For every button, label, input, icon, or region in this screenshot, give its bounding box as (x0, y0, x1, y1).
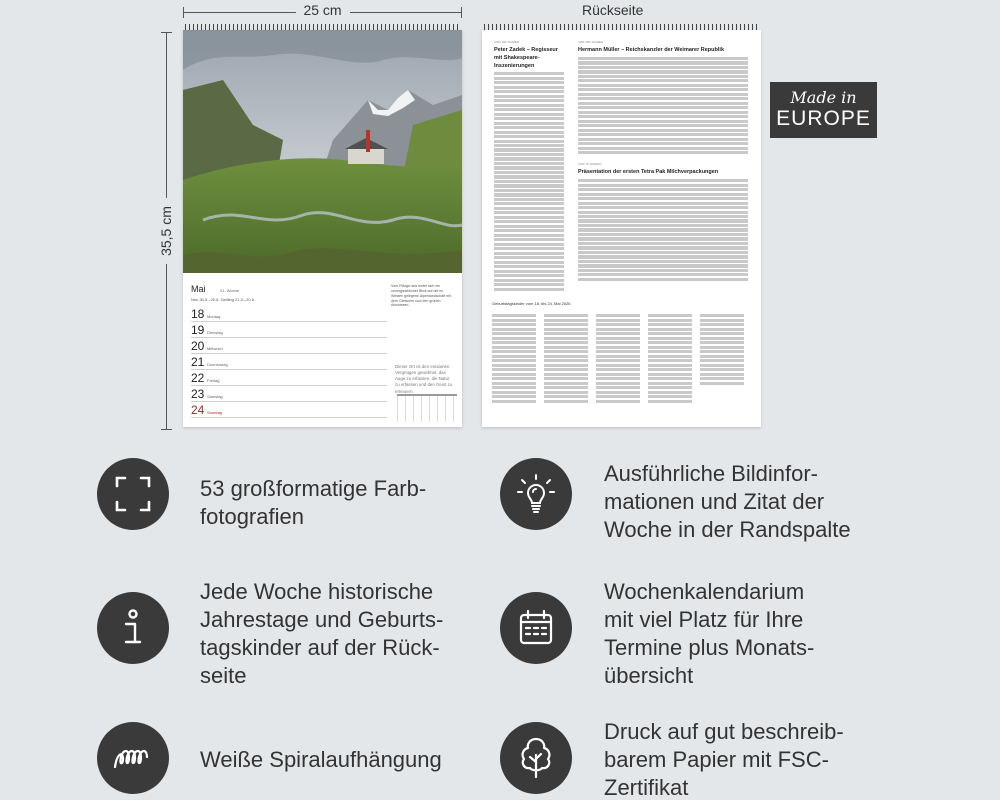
day-number: 18 (191, 307, 205, 321)
height-label: 35,5 cm (158, 198, 174, 264)
info-icon (97, 592, 169, 664)
feature-weekly-calendar-text: Wochenkalendarium mit viel Platz für Ihre Termine plus Monats- übersicht (604, 579, 815, 688)
day-name: Donnerstag (207, 362, 228, 367)
calendar-icon (500, 592, 572, 664)
day-row-thursday (191, 354, 387, 370)
made-in-europe-badge (770, 82, 877, 138)
day-number: 24 (191, 403, 205, 417)
birthday-column (700, 313, 744, 386)
feature-spiral-text: Weiße Spiralaufhängung (200, 747, 442, 772)
birthdays-title: Geburtstagskinder vom 18. bis 24. Mai 2026 (492, 301, 571, 306)
week-label: 21. Woche (220, 288, 240, 293)
width-dimension (183, 4, 462, 20)
calendar-front-page (183, 30, 462, 427)
photo-caption: Vom Rifugio aus bietet sich ein unvergleichlicher Blick auf die im Westen gelegene Alpenlandschaft mit dem Gletscher und den grünen Almwiesen. (391, 284, 452, 308)
birthday-column (492, 313, 536, 404)
day-name: Samstag (207, 394, 223, 399)
feature-image-info-text: Ausführliche Bildinfor- mationen und Zitat der Woche in der Randspalte (604, 461, 851, 542)
birthday-column (596, 313, 640, 404)
month-label: Mai (191, 284, 206, 294)
mountain-landscape-photo (183, 30, 462, 273)
day-name: Freitag (207, 378, 220, 383)
birthday-column (544, 313, 588, 404)
day-row-sunday (191, 402, 387, 418)
back-column-left (494, 40, 564, 300)
anniversary-heading: Präsentation der ersten Tetra Pak Milchverpackungen (578, 169, 719, 176)
lightbulb-icon (500, 458, 572, 530)
badge-made-in: Made in (790, 88, 857, 107)
day-name: Sonntag (207, 410, 222, 415)
week-quote: Dieser Ort ist den einsamen Vergnügen gewidmet, das Auge zu erfassen, die Natur zu erfassen und den Geist zu erneuern. (395, 364, 453, 394)
day-row-tuesday (191, 322, 387, 338)
frame-corners-icon (97, 458, 169, 530)
birthdays-section (492, 301, 751, 417)
month-overview-calendar (397, 394, 457, 422)
feature-photos-text: 53 großformatige Farb- fotografien (200, 476, 427, 529)
anniversary-tag: VOR 150 JAHREN (578, 40, 604, 44)
back-column-right (578, 40, 748, 300)
day-row-saturday (191, 386, 387, 402)
anniversary-heading: Peter Zadek – Regisseur mit Shakespeare-Inszenierungen (494, 47, 558, 69)
calendar-header (191, 284, 239, 294)
calendar-back-page (482, 30, 761, 427)
anniversary-heading: Hermann Müller – Reichskanzler der Weimarer Republik (578, 47, 725, 54)
anniversary-text (578, 179, 748, 281)
badge-region: EUROPE (776, 107, 871, 130)
day-name: Dienstag (207, 330, 223, 335)
width-label: 25 cm (295, 2, 349, 18)
day-row-monday (191, 306, 387, 322)
day-name: Mittwoch (207, 346, 223, 351)
feature-fsc-paper-text: Druck auf gut beschreib- barem Papier mit FSC- Zertifikat (604, 719, 844, 800)
height-dimension (158, 32, 174, 430)
day-row-wednesday (191, 338, 387, 354)
day-number: 20 (191, 339, 205, 353)
day-number: 23 (191, 387, 205, 401)
anniversary-text (494, 72, 564, 290)
feature-anniversaries-text: Jede Woche historische Jahrestage und Geburts- tagskinder auf der Rück- seite (200, 579, 444, 688)
anniversary-tag: VOR 100 JAHREN (494, 40, 520, 44)
tree-icon (500, 722, 572, 794)
anniversary-text (578, 57, 748, 154)
day-number: 19 (191, 323, 205, 337)
day-number: 21 (191, 355, 205, 369)
day-name: Montag (207, 314, 221, 319)
birthday-column (648, 313, 692, 404)
day-row-friday (191, 370, 387, 386)
day-number: 22 (191, 371, 205, 385)
anniversary-tag: VOR 75 JAHREN (578, 162, 602, 167)
spiral-binding-icon (97, 722, 169, 794)
moon-info: Neu 30.5.–20.6. Zwilling 21.5.–20.6. (191, 297, 256, 302)
back-side-label: Rückseite (582, 2, 644, 18)
